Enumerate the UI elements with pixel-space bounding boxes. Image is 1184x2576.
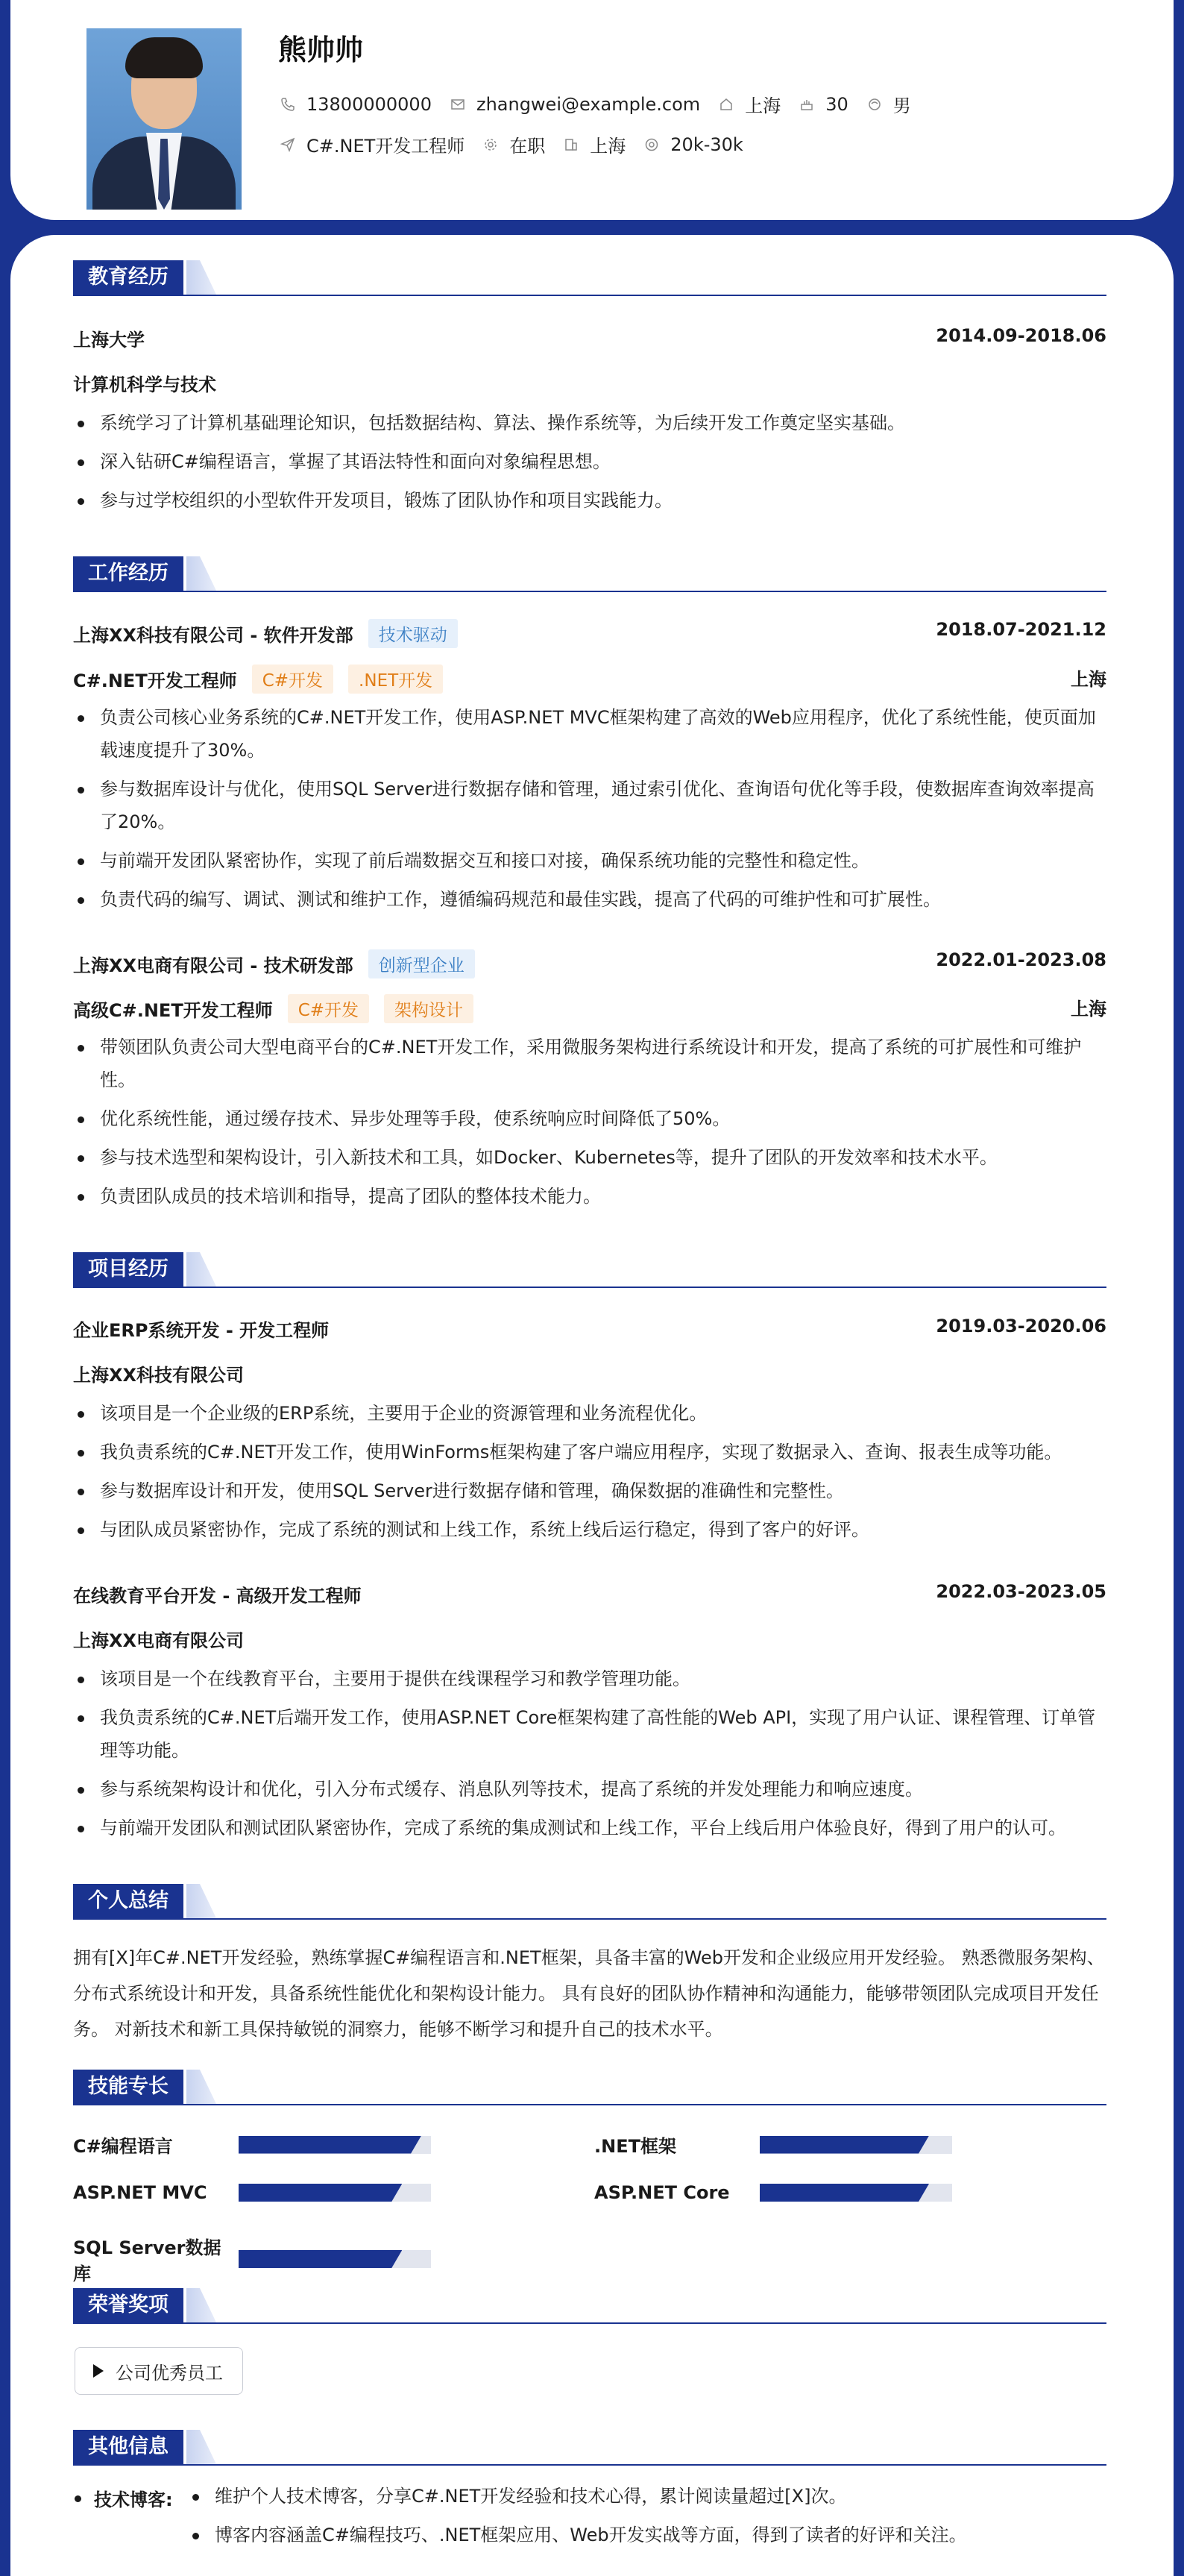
skill-name: .NET框架 — [594, 2136, 676, 2157]
role-tag: .NET开发 — [348, 665, 443, 694]
section-title-education: 教育经历 — [73, 260, 183, 295]
list-item: 负责团队成员的技术培训和指导，提高了团队的整体技术能力。 — [73, 1180, 1106, 1213]
status-text: 在职 — [509, 136, 546, 157]
work-2-header — [73, 949, 1106, 978]
phone-item — [280, 94, 432, 115]
section-projects — [73, 1254, 1106, 1288]
project-2-header — [73, 1581, 1106, 1607]
salary-text: 20k-30k — [670, 133, 743, 155]
list-item: 带领团队负责公司大型电商平台的C#.NET开发工作，采用微服务架构进行系统设计和开发，提高了系统的可扩展性和可维护性。 — [73, 1031, 1106, 1096]
school-name: 上海大学 — [73, 330, 145, 351]
other-bullets — [188, 2480, 1106, 2557]
cake-icon — [799, 96, 815, 113]
major-name: 计算机科学与技术 — [73, 374, 216, 395]
work-1-header — [73, 619, 1106, 648]
company-name: 上海XX电商有限公司 - 技术研发部 — [73, 955, 353, 976]
skill-bar — [239, 2250, 431, 2268]
target-city-text: 上海 — [590, 136, 626, 157]
salary-item — [643, 134, 743, 155]
education-bullets — [73, 406, 1106, 523]
work-1-bullets — [73, 701, 1106, 922]
section-other — [73, 2431, 1106, 2466]
project-date: 2019.03-2020.06 — [936, 1316, 1106, 1336]
section-honors — [73, 2290, 1106, 2324]
work-1-role — [73, 665, 1106, 694]
skill-bar — [239, 2136, 431, 2154]
section-title-other: 其他信息 — [73, 2430, 183, 2464]
company-tag: 技术驱动 — [368, 619, 458, 648]
gender-icon — [866, 96, 883, 113]
list-item: 参与过学校组织的小型软件开发项目，锻炼了团队协作和项目实践能力。 — [73, 484, 1106, 517]
list-item: 深入钻研C#编程语言，掌握了其语法特性和面向对象编程思想。 — [73, 445, 1106, 478]
list-item: 与团队成员紧密协作，完成了系统的测试和上线工作，系统上线后运行稳定，得到了客户的好评。 — [73, 1513, 1106, 1546]
list-item: 参与系统架构设计和优化，引入分布式缓存、消息队列等技术，提高了系统的并发处理能力和响应速度。 — [73, 1773, 1106, 1806]
status-item — [482, 131, 545, 157]
list-item: 参与数据库设计与优化，使用SQL Server进行数据存储和管理，通过索引优化、查询语句优化等手段，使数据库查询效率提高了20%。 — [73, 773, 1106, 838]
coin-icon — [643, 136, 660, 153]
skill-bar-fill — [239, 2250, 402, 2268]
company-name: 上海XX科技有限公司 - 软件开发部 — [73, 625, 353, 646]
list-item: 我负责系统的C#.NET开发工作，使用WinForms框架构建了客户端应用程序，实现了数据录入、查询、报表生成等功能。 — [73, 1436, 1106, 1468]
skill-item — [73, 2132, 431, 2158]
project-title: 在线教育平台开发 - 高级开发工程师 — [73, 1586, 362, 1606]
education-date: 2014.09-2018.06 — [936, 325, 1106, 346]
email-item — [450, 94, 700, 115]
honor-text: 公司优秀员工 — [116, 2362, 223, 2384]
section-skills — [73, 2071, 1106, 2105]
work-location: 上海 — [1071, 999, 1106, 1020]
project-company: 上海XX电商有限公司 — [73, 1630, 245, 1651]
list-item: 参与数据库设计和开发，使用SQL Server进行数据存储和管理，确保数据的准确性和完整性。 — [73, 1474, 1106, 1507]
phone-text: 13800000000 — [306, 93, 432, 115]
role-tag: 架构设计 — [384, 994, 473, 1023]
profile-header — [10, 0, 1174, 220]
list-item: 该项目是一个在线教育平台，主要用于提供在线课程学习和教学管理功能。 — [73, 1662, 1106, 1695]
project-1-bullets — [73, 1397, 1106, 1552]
job-row — [280, 131, 761, 157]
email-text: zhangwei@example.com — [476, 93, 701, 115]
send-icon — [280, 136, 296, 153]
role-name: 高级C#.NET开发工程师 — [73, 1000, 273, 1021]
skill-item — [594, 2132, 952, 2158]
education-header — [73, 325, 1106, 351]
avatar — [86, 28, 242, 210]
work-2-bullets — [73, 1031, 1106, 1219]
skill-name: SQL Server数据库 — [73, 2237, 221, 2284]
skill-name: ASP.NET Core — [594, 2182, 730, 2203]
project-1-header — [73, 1316, 1106, 1342]
list-item: 负责公司核心业务系统的C#.NET开发工作，使用ASP.NET MVC框架构建了高效的Web应用程序，优化了系统性能，使页面加载速度提升了30%。 — [73, 701, 1106, 767]
section-education — [73, 262, 1106, 296]
profile-name: 熊帅帅 — [278, 34, 364, 66]
position-item — [280, 131, 465, 157]
gear-icon — [482, 136, 499, 153]
age-item — [799, 94, 848, 115]
target-city-item — [563, 131, 626, 157]
list-item: 该项目是一个企业级的ERP系统，主要用于企业的资源管理和业务流程优化。 — [73, 1397, 1106, 1430]
role-tag: C#开发 — [288, 994, 369, 1023]
work-date: 2018.07-2021.12 — [936, 619, 1106, 640]
work-date: 2022.01-2023.08 — [936, 949, 1106, 970]
skill-name: C#编程语言 — [73, 2136, 173, 2157]
work-location: 上海 — [1071, 669, 1106, 690]
project-2-bullets — [73, 1662, 1106, 1850]
skill-item — [73, 2233, 431, 2285]
city-text: 上海 — [745, 95, 781, 116]
section-work — [73, 558, 1106, 592]
skill-bar — [760, 2184, 952, 2202]
project-company: 上海XX科技有限公司 — [73, 1365, 245, 1386]
role-name: C#.NET开发工程师 — [73, 670, 237, 691]
section-summary — [73, 1885, 1106, 1920]
project-title: 企业ERP系统开发 - 开发工程师 — [73, 1320, 330, 1341]
other-key: 技术博客: — [94, 2485, 173, 2511]
project-2-company — [73, 1626, 1106, 1652]
list-item: 与前端开发团队紧密协作，实现了前后端数据交互和接口对接，确保系统功能的完整性和稳定性。 — [73, 844, 1106, 877]
skill-name: ASP.NET MVC — [73, 2182, 207, 2203]
section-title-skills: 技能专长 — [73, 2070, 183, 2104]
city-item — [718, 91, 781, 117]
skill-bar-fill — [760, 2184, 929, 2202]
list-item: 我负责系统的C#.NET后端开发工作，使用ASP.NET Core框架构建了高性能的Web API，实现了用户认证、课程管理、订单管理等功能。 — [73, 1701, 1106, 1767]
education-major-row — [73, 370, 1106, 396]
skill-bar-fill — [239, 2136, 421, 2154]
skill-item — [594, 2182, 952, 2203]
skill-bar-fill — [760, 2136, 929, 2154]
gender-text: 男 — [892, 95, 911, 116]
resume-body — [10, 235, 1174, 2576]
building-icon — [563, 136, 579, 153]
section-title-honors: 荣誉奖项 — [73, 2288, 183, 2322]
skill-bar — [760, 2136, 952, 2154]
work-2-role — [73, 994, 1106, 1023]
list-item: 与前端开发团队和测试团队紧密协作，完成了系统的集成测试和上线工作，平台上线后用户体验良好，得到了用户的认可。 — [73, 1812, 1106, 1844]
project-1-company — [73, 1360, 1106, 1386]
home-icon — [718, 96, 734, 113]
role-tag: C#开发 — [252, 665, 333, 694]
section-title-summary: 个人总结 — [73, 1884, 183, 1918]
list-item: 博客内容涵盖C#编程技巧、.NET框架应用、Web开发实战等方面，得到了读者的好评和关注。 — [188, 2519, 1106, 2551]
honor-item[interactable] — [75, 2347, 243, 2395]
skill-bar-fill — [239, 2184, 402, 2202]
contact-row — [280, 91, 929, 117]
list-item: 系统学习了计算机基础理论知识，包括数据结构、算法、操作系统等，为后续开发工作奠定坚实基础。 — [73, 406, 1106, 439]
list-item: 参与技术选型和架构设计，引入新技术和工具，如Docker、Kubernetes等，提升了团队的开发效率和技术水平。 — [73, 1141, 1106, 1174]
position-text: C#.NET开发工程师 — [306, 136, 465, 157]
section-title-projects: 项目经历 — [73, 1252, 183, 1287]
company-tag: 创新型企业 — [368, 949, 475, 978]
age-text: 30 — [825, 93, 848, 115]
skill-bar — [239, 2184, 431, 2202]
list-item: 维护个人技术博客，分享C#.NET开发经验和技术心得，累计阅读量超过[X]次。 — [188, 2480, 1106, 2513]
play-icon — [93, 2364, 104, 2378]
mail-icon — [450, 96, 466, 113]
list-item: 优化系统性能，通过缓存技术、异步处理等手段，使系统响应时间降低了50%。 — [73, 1102, 1106, 1135]
phone-icon — [280, 96, 296, 113]
list-item: 负责代码的编写、调试、测试和维护工作，遵循编码规范和最佳实践，提高了代码的可维护性和可扩展性。 — [73, 883, 1106, 916]
skill-item — [73, 2182, 431, 2203]
summary-text: 拥有[X]年C#.NET开发经验，熟练掌握C#编程语言和.NET框架，具备丰富的Web开发和企业级应用开发经验。 熟悉微服务架构、分布式系统设计和开发，具备系统性能优化和架构设计能力。 具有良好的团队协作精神和沟通能力，能够带领团队完成项目开发任务。 对新技术和新工具保持敏锐的洞察力，能够不断学习和提升自己的技术水平。 — [73, 1947, 1105, 2040]
section-title-work: 工作经历 — [73, 556, 183, 591]
project-date: 2022.03-2023.05 — [936, 1581, 1106, 1602]
gender-item — [866, 91, 911, 117]
